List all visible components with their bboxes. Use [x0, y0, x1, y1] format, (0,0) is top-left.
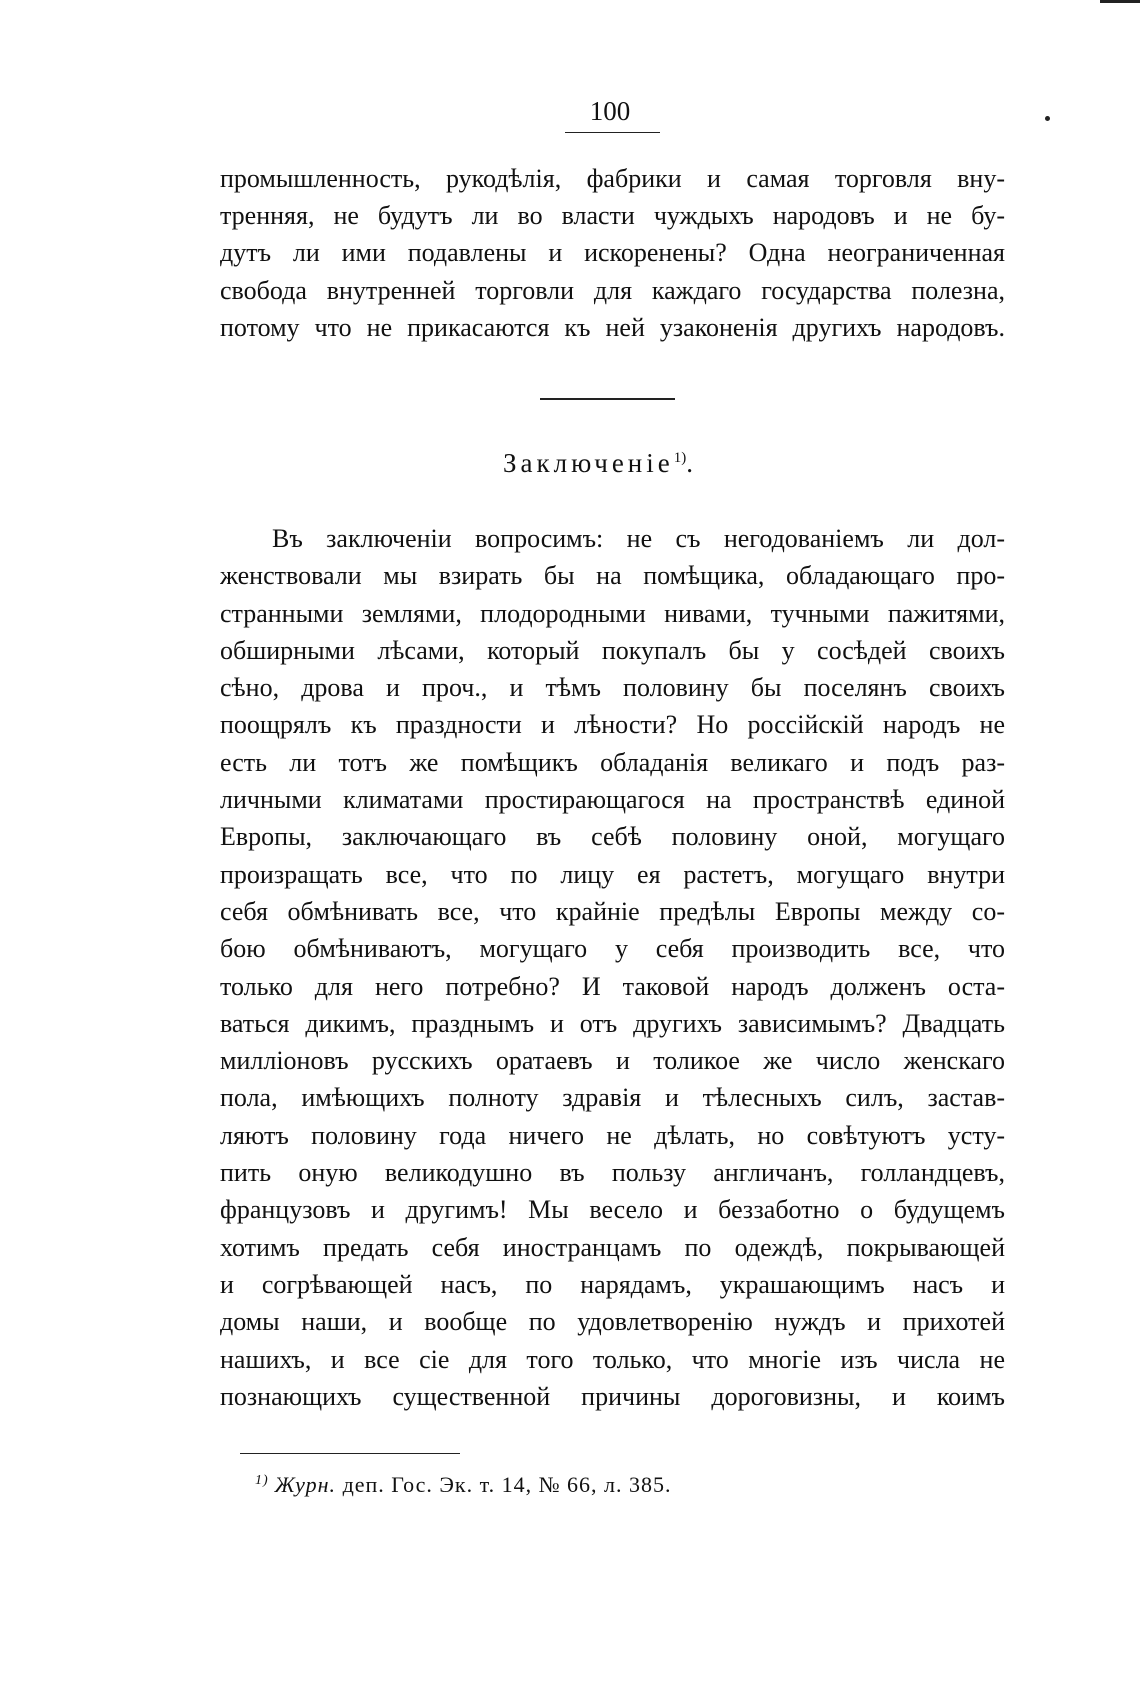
text-line: пола, имѣющихъ полноту здравія и тѣлесныхъ силъ, застав-	[220, 1083, 1005, 1113]
section-heading	[440, 448, 760, 479]
page-number-rule	[565, 132, 660, 133]
intro-paragraph	[220, 160, 1005, 346]
text-line: Европы, заключающаго въ себѣ половину оной, могущаго	[220, 822, 1005, 852]
text-line: Въ заключеніи вопросимъ: не съ негодованіемъ ли дол-	[272, 524, 1005, 553]
text-line: потому что не прикасаются къ ней узаконенія другихъ народовъ.	[220, 312, 1005, 342]
text-line: личными климатами простирающагося на пространствѣ единой	[220, 785, 1005, 815]
text-line: свобода внутренней торговли для каждаго государства полезна,	[220, 275, 1005, 305]
text-line: промышленность, рукодѣлія, фабрики и самая торговля вну-	[220, 164, 1005, 193]
footnote-journal: Журн.	[274, 1472, 337, 1497]
text-line: обширными лѣсами, который покупалъ бы у сосѣдей своихъ	[220, 635, 1005, 665]
text-line: произращать все, что по лицу ея растетъ, могущаго внутри	[220, 859, 1005, 889]
text-line: и согрѣвающей насъ, по нарядамъ, украшающимъ насъ и	[220, 1269, 1005, 1299]
text-line: есть ли тотъ же помѣщикъ обладанія великаго и подъ раз-	[220, 747, 1005, 777]
text-line: только для него потребно? И таковой народъ долженъ оста-	[220, 971, 1005, 1001]
text-line: французовъ и другимъ! Мы весело и беззаботно о будущемъ	[220, 1195, 1005, 1225]
text-line: хотимъ предать себя иностранцамъ по одеждѣ, покрывающей	[220, 1232, 1005, 1262]
heading-text: Заключеніе	[503, 448, 674, 478]
footnote	[255, 1472, 672, 1498]
page-edge-mark	[1100, 0, 1140, 9]
text-line: познающихъ существенной причины дороговизны, и коимъ	[220, 1381, 1005, 1411]
heading-period: .	[686, 448, 697, 478]
text-line: сѣно, дрова и проч., и тѣмъ половину бы поселянъ своихъ	[220, 673, 1005, 703]
footnote-rule	[240, 1453, 460, 1454]
margin-speck	[1045, 116, 1050, 121]
text-line: ляютъ половину года ничего не дѣлать, но совѣтуютъ усту-	[220, 1120, 1005, 1150]
text-line: дутъ ли ими подавлены и искоренены? Одна неограниченная	[220, 238, 1005, 268]
text-line: тренняя, не будутъ ли во власти чуждыхъ народовъ и не бу-	[220, 201, 1005, 231]
text-line: ваться дикимъ, празднымъ и отъ другихъ зависимымъ? Двадцать	[220, 1008, 1005, 1038]
text-line: милліоновъ русскихъ оратаевъ и толикое же число женскаго	[220, 1046, 1005, 1076]
text-line: бою обмѣниваютъ, могущаго у себя производить все, что	[220, 934, 1005, 964]
text-line: поощрялъ къ праздности и лѣности? Но россійскій народъ не	[220, 710, 1005, 740]
text-line: нашихъ, и все сіе для того только, что многіе изъ числа не	[220, 1344, 1005, 1374]
text-line: пить оную великодушно въ пользу англичанъ, голландцевъ,	[220, 1158, 1005, 1188]
footnote-marker: 1)	[255, 1472, 269, 1488]
text-line: домы наши, и вообще по удовлетворенію нуждъ и прихотей	[220, 1307, 1005, 1337]
footnote-citation: деп. Гос. Эк. т. 14, № 66, л. 385.	[342, 1472, 672, 1497]
text-line: себя обмѣнивать все, что крайніе предѣлы Европы между со-	[220, 896, 1005, 926]
page-number: 100	[589, 96, 631, 126]
footnote-reference: 1)	[673, 450, 687, 466]
section-divider	[540, 398, 675, 400]
main-paragraph	[220, 520, 1005, 1415]
text-line: странными землями, плодородными нивами, тучными пажитями,	[220, 598, 1005, 628]
text-line: женствовали мы взирать бы на помѣщика, обладающаго про-	[220, 561, 1005, 591]
